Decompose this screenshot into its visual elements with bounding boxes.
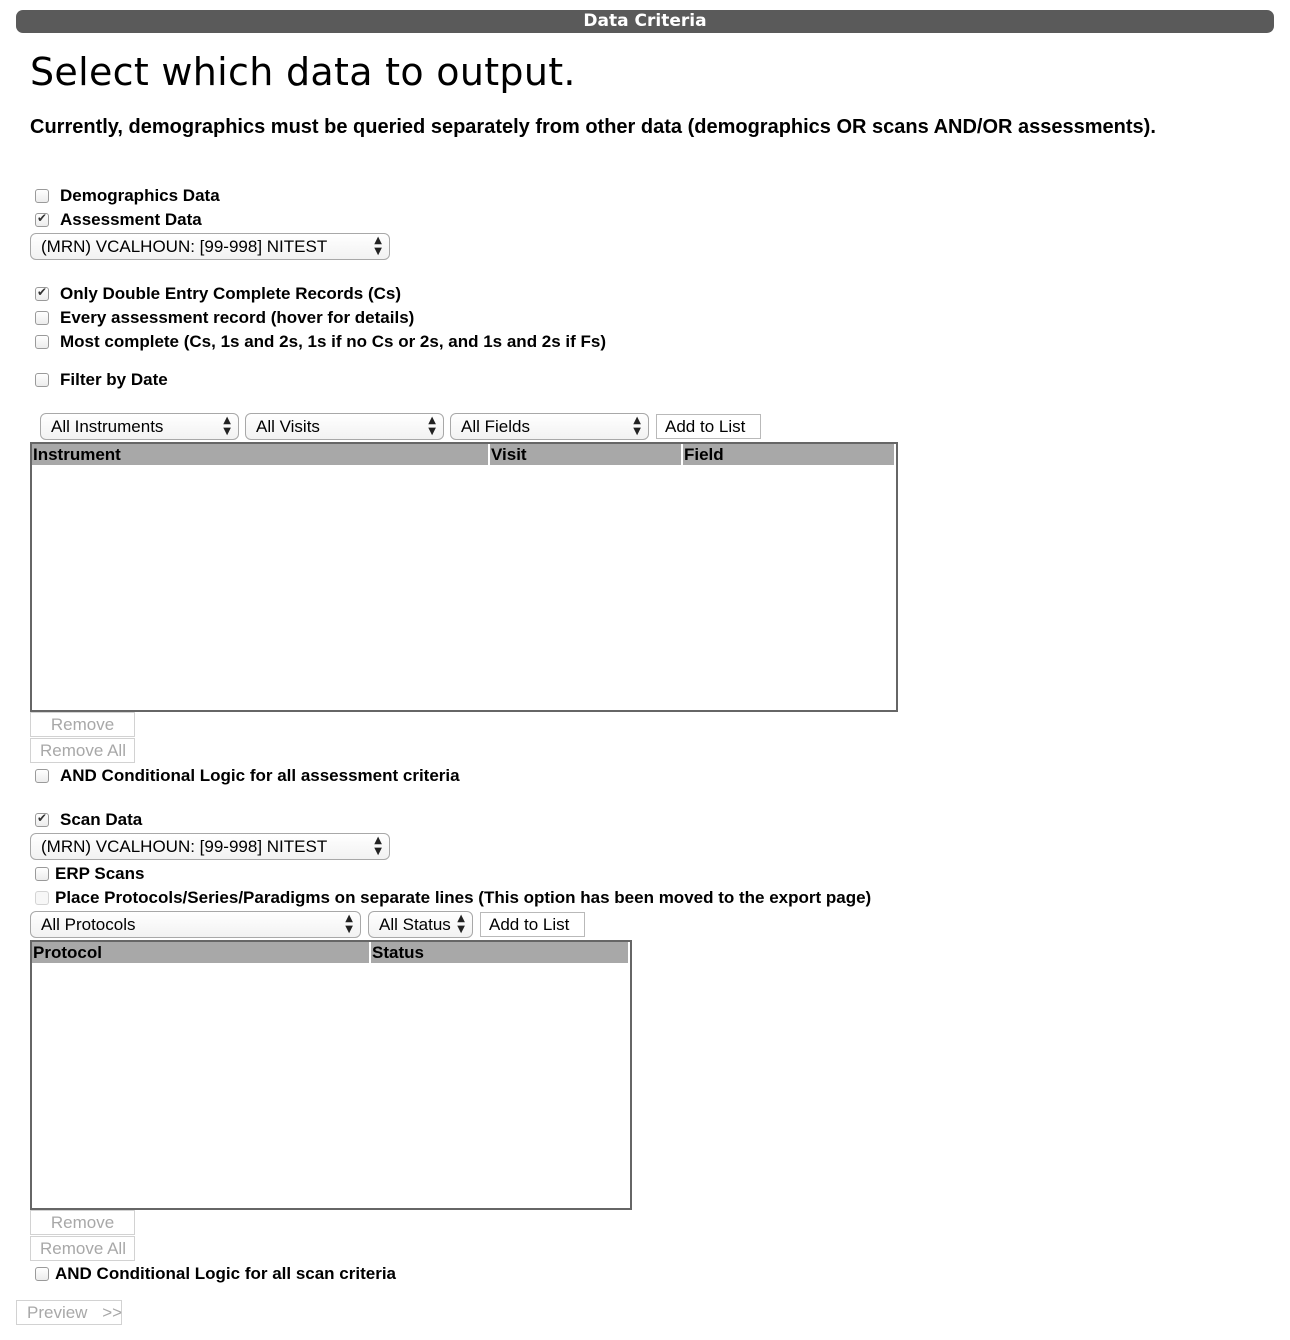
instrument-select-value: All Instruments [51,417,164,436]
select-arrows-icon: ▲ ▼ [457,913,465,935]
separate-lines-label: Place Protocols/Series/Paradigms on separate lines (This option has been moved to the export page) [55,888,872,907]
filter-by-date-label: Filter by Date [60,370,168,389]
page-title: Select which data to output. [30,50,576,94]
double-entry-checkbox[interactable] [35,287,49,301]
scan-label: Scan Data [60,810,143,829]
demographics-label: Demographics Data [60,186,220,205]
assessment-study-select[interactable] [30,233,390,260]
column-header-instrument: Instrument [32,444,490,465]
select-arrows-icon: ▲ ▼ [633,415,641,437]
section-title: Data Criteria [583,11,707,31]
scan-remove-button[interactable]: Remove [30,1210,135,1235]
select-arrows-icon: ▲ ▼ [223,415,231,437]
field-select[interactable] [450,413,649,440]
every-record-checkbox[interactable] [35,311,49,325]
status-select[interactable] [368,911,473,938]
assessment-criteria-table[interactable] [30,442,898,712]
scan-checkbox[interactable] [35,813,49,827]
scan-study-select[interactable] [30,833,390,860]
erp-scans-checkbox[interactable] [35,867,49,881]
assessment-add-button[interactable]: Add to List [656,414,761,439]
preview-arrows: >> [102,1303,123,1322]
double-entry-label: Only Double Entry Complete Records (Cs) [60,284,401,303]
demographics-checkbox[interactable] [35,189,49,203]
assessment-and-logic-checkbox[interactable] [35,769,49,783]
filter-by-date-checkbox[interactable] [35,373,49,387]
protocol-select[interactable] [30,911,361,938]
scan-and-logic-label: AND Conditional Logic for all scan criteria [55,1264,396,1283]
scan-add-button[interactable]: Add to List [480,912,585,937]
protocol-select-value: All Protocols [41,915,136,934]
most-complete-label: Most complete (Cs, 1s and 2s, 1s if no Cs or 2s, and 1s and 2s if Fs) [60,332,607,351]
select-arrows-icon: ▲ ▼ [374,835,382,857]
scan-criteria-table[interactable] [30,940,632,1210]
column-header-field: Field [683,444,896,465]
status-select-value: All Status [379,915,451,934]
page-note: Currently, demographics must be queried separately from other data (demographics OR scans AND/OR assessments). [30,116,1156,138]
most-complete-checkbox[interactable] [35,335,49,349]
select-arrows-icon: ▲ ▼ [345,913,353,935]
scan-study-select-value: (MRN) VCALHOUN: [99-998] NITEST [41,837,328,856]
section-title-bar [16,10,1274,33]
assessment-label: Assessment Data [60,210,202,229]
column-header-status: Status [371,942,630,963]
field-select-value: All Fields [461,417,530,436]
scan-and-logic-checkbox[interactable] [35,1267,49,1281]
erp-scans-label: ERP Scans [55,864,145,883]
instrument-select[interactable] [40,413,239,440]
assessment-checkbox[interactable] [35,213,49,227]
select-arrows-icon: ▲ ▼ [374,235,382,257]
assessment-study-select-value: (MRN) VCALHOUN: [99-998] NITEST [41,237,328,256]
select-arrows-icon: ▲ ▼ [428,415,436,437]
preview-button-label: Preview [27,1303,88,1322]
column-header-protocol: Protocol [32,942,371,963]
every-record-label: Every assessment record (hover for details) [60,308,415,327]
assessment-remove-button[interactable]: Remove [30,712,135,737]
assessment-remove-all-button[interactable]: Remove All [30,738,135,763]
separate-lines-checkbox[interactable] [35,891,49,905]
visit-select-value: All Visits [256,417,320,436]
assessment-and-logic-label: AND Conditional Logic for all assessment criteria [60,766,460,785]
column-header-visit: Visit [490,444,683,465]
visit-select[interactable] [245,413,444,440]
scan-remove-all-button[interactable]: Remove All [30,1236,135,1261]
preview-button[interactable] [16,1300,122,1325]
